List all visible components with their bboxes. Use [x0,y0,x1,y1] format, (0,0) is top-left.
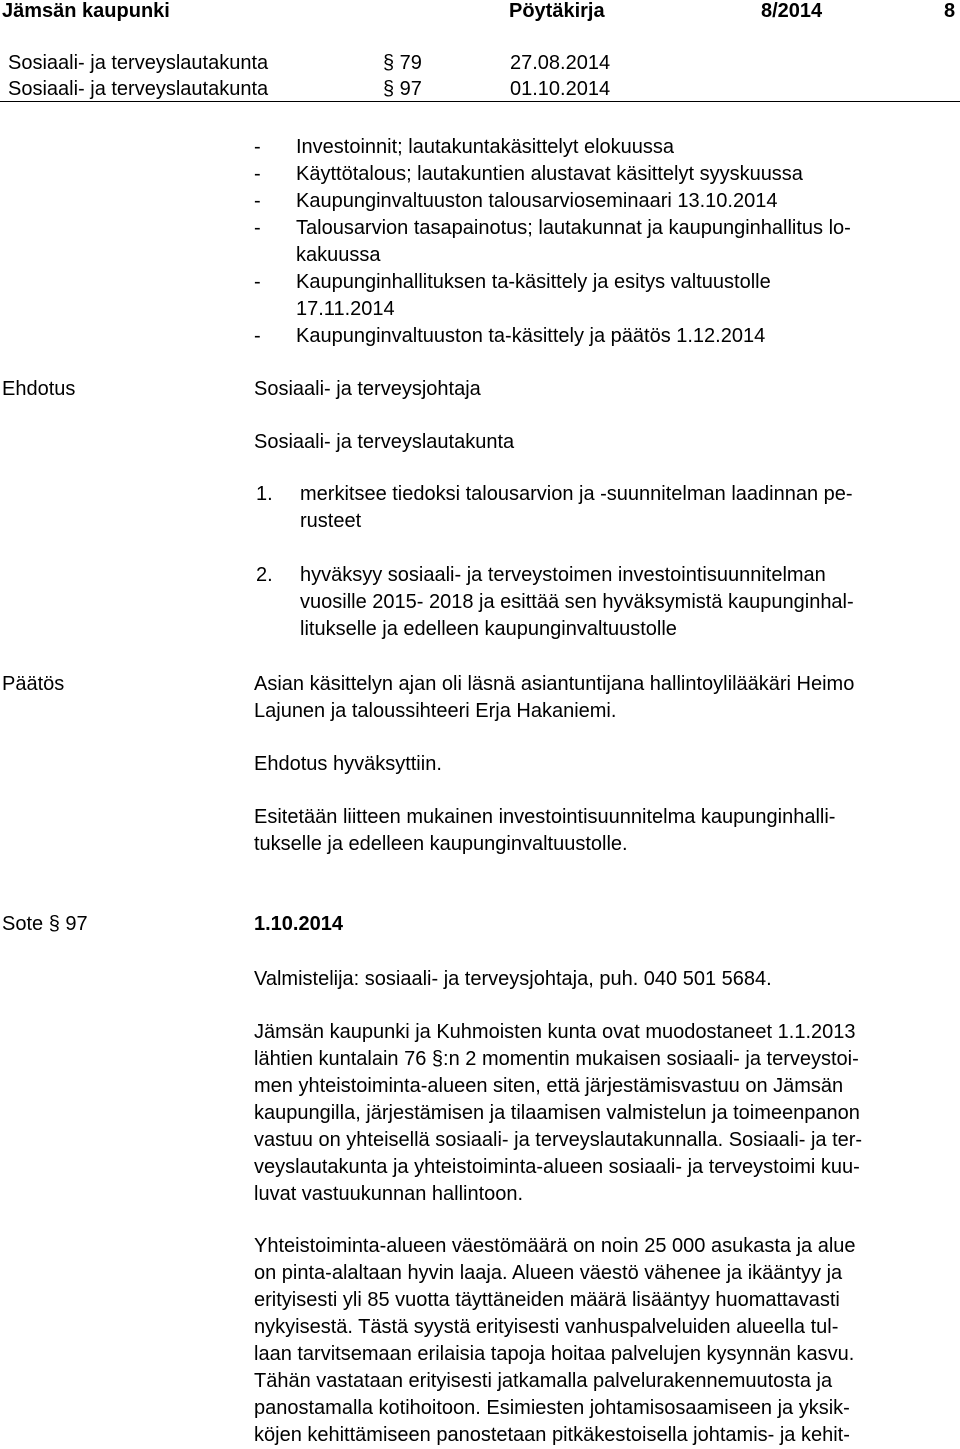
meta-date: 27.08.2014 [510,52,611,74]
org-name: Jämsän kaupunki [2,0,170,22]
doc-number: 8/2014 [761,0,823,22]
page-number: 8 [944,0,956,22]
meta-row [0,52,960,78]
sote-date: 1.10.2014 [254,913,343,935]
sote-paragraph: Jämsän kaupunki ja Kuhmoisten kunta ovat muodostaneet 1.1.2013 lähtien kuntalain 76 §:n 2 momentin mukaisen sosiaali- ja terveystoi- men yhteistoiminta-alueen siten, että järjestämisvastuu on Jämsän kaupungilla, järjestämisen ja tilaamisen valmistelun ja toimeenpanon vastuu on yhteisellä sosiaali- ja terveyslautakunnalla. Sosiaali- ja ter- veyslautakunta ja yhteistoiminta-alueen sosiaali- ja terveystoimi kuu- luvat vastuukunnan hallintoon. [254,1021,863,1205]
meta-section: § 97 [383,78,422,100]
doc-type: Pöytäkirja [509,0,605,22]
proposal-label: Ehdotus [2,378,76,400]
meta-section: § 79 [383,52,422,74]
meta-body: Sosiaali- ja terveyslautakunta [8,78,269,100]
decision-label: Päätös [2,673,65,695]
proposal-author: Sosiaali- ja terveysjohtaja [254,378,481,400]
decision-forwarding: Esitetään liitteen mukainen investointisuunnitelma kaupunginhalli- tukselle ja edelleen kaupunginvaltuustolle. [254,806,836,855]
header-divider [0,101,960,102]
decision-paragraph: Asian käsittelyn ajan oli läsnä asiantuntijana hallintoylilääkäri Heimo Lajunen ja taloussihteeri Erja Hakaniemi. [254,673,855,722]
meta-date: 01.10.2014 [510,78,611,100]
page-header [0,0,960,24]
meta-body: Sosiaali- ja terveyslautakunta [8,52,269,74]
sote-label: Sote § 97 [2,913,88,935]
sote-preparer: Valmistelija: sosiaali- ja terveysjohtaja, puh. 040 501 5684. [254,968,772,990]
proposal-board: Sosiaali- ja terveyslautakunta [254,431,515,453]
decision-result: Ehdotus hyväksyttiin. [254,753,442,775]
sote-paragraph: Yhteistoiminta-alueen väestömäärä on noin 25 000 asukasta ja alue on pinta-alaltaan hyvin laaja. Alueen väestö vähenee ja ikääntyy ja erityisesti yli 85 vuotta täyttäneiden määrä lisääntyy huomattavasti nykyisestä. Tästä syystä erityisesti vanhuspalveluiden alueella tul- laan tarvitsemaan erilaisia tapoja hoitaa palvelujen kysynnän kasvu. Tähän vastataan erityisesti jatkamalla palvelurakennemuutosta ja panostamalla kotihoitoon. Esimiesten johtamisosaamiseen ja yksik- köjen kehittämiseen panostetaan pitkäkestoisella johtamis- ja kehit- [254,1235,856,1446]
